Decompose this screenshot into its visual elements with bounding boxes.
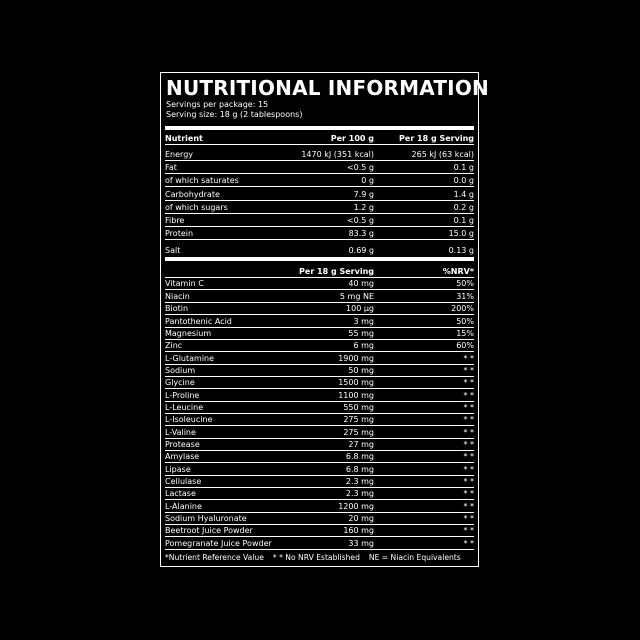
micronutrient-table-header (165, 261, 474, 278)
table-row (165, 290, 474, 302)
table-row (165, 278, 474, 290)
nrv-value: 15% (456, 328, 474, 338)
per-serving-amount: 550 mg (343, 402, 374, 412)
table-row (165, 451, 474, 463)
table-row (165, 315, 474, 327)
per-serving-amount: 2.3 mg (345, 489, 374, 499)
ingredient-name: Protease (165, 439, 200, 449)
table-row (165, 227, 474, 240)
nrv-value: * * (463, 365, 474, 375)
ingredient-name: L-Alanine (165, 501, 202, 511)
per-serving-value: 0.1 g (453, 215, 474, 225)
table-row (165, 328, 474, 340)
servings-per-package: Servings per package: 15 (166, 100, 269, 109)
serving-size: Serving size: 18 g (2 tablespoons) (166, 110, 303, 119)
table-row (165, 500, 474, 512)
per-serving-value: 0.2 g (453, 202, 474, 212)
per-serving-amount: 2.3 mg (345, 476, 374, 486)
nrv-value: * * (463, 378, 474, 388)
micronutrient-table (165, 261, 474, 550)
table-row (165, 187, 474, 200)
nrv-value: * * (463, 514, 474, 523)
table-row (165, 389, 474, 401)
per-serving-amount: 33 mg (348, 538, 374, 548)
per-100g-value: 0 g (361, 176, 374, 186)
nrv-value: * * (463, 439, 474, 449)
table-row (165, 161, 474, 174)
nutrient-table (165, 130, 474, 256)
panel-title: NUTRITIONAL INFORMATION (166, 76, 489, 100)
per-serving-value: 0.0 g (453, 176, 474, 186)
table-row (165, 402, 474, 414)
ingredient-name: Sodium Hyaluronate (165, 514, 247, 523)
header-per-serving: Per 18 g Serving (299, 267, 374, 277)
per-serving-amount: 1100 mg (338, 390, 374, 400)
table-row (165, 488, 474, 500)
table-row (165, 439, 474, 451)
per-serving-value: 0.13 g (448, 246, 474, 256)
table-row (165, 201, 474, 214)
table-row (165, 303, 474, 315)
ingredient-name: Amylase (165, 452, 200, 462)
table-row (165, 240, 474, 256)
nrv-value: * * (463, 390, 474, 400)
per-100g-value: 83.3 g (348, 229, 374, 239)
header-nutrient: Nutrient (165, 134, 203, 143)
table-row (165, 365, 474, 377)
nrv-value: * * (463, 489, 474, 499)
footer-no-nrv-note: * * No NRV Established (272, 552, 360, 562)
ingredient-name: Cellulase (165, 476, 202, 486)
per-serving-value: 1.4 g (453, 189, 474, 199)
nutrient-name: Carbohydrate (165, 189, 220, 199)
per-100g-value: 1.2 g (353, 202, 374, 212)
per-serving-amount: 6.8 mg (345, 452, 374, 462)
per-serving-value: 15.0 g (448, 229, 474, 239)
nrv-value: 50% (456, 279, 474, 289)
ingredient-name: Sodium (165, 365, 196, 375)
nrv-value: * * (463, 415, 474, 425)
nutrient-name: Protein (165, 229, 194, 239)
ingredient-name: L-Proline (165, 390, 200, 400)
nrv-value: * * (463, 526, 474, 536)
ingredient-name: L-Isoleucine (165, 415, 213, 425)
per-serving-amount: 3 mg (353, 316, 374, 326)
nutrition-panel (160, 72, 489, 567)
per-serving-amount: 50 mg (348, 365, 374, 375)
nutrient-name: of which saturates (165, 176, 239, 186)
header-nrv: %NRV* (442, 267, 474, 277)
per-serving-amount: 1500 mg (338, 378, 374, 388)
nutrient-table-header (165, 130, 474, 145)
nrv-value: * * (463, 452, 474, 462)
table-row (165, 537, 474, 549)
footer-notes (165, 553, 474, 562)
ingredient-name: Niacin (165, 291, 190, 301)
per-serving-amount: 1200 mg (338, 501, 374, 511)
footer-ne-note: NE = Niacin Equivalents (368, 552, 461, 562)
table-row (165, 352, 474, 364)
table-row (165, 426, 474, 438)
table-row (165, 513, 474, 525)
per-serving-amount: 40 mg (348, 279, 374, 289)
nutrient-name: Fat (165, 163, 177, 173)
table-row (165, 174, 474, 187)
table-row (165, 414, 474, 426)
per-100g-value: <0.5 g (346, 215, 374, 225)
ingredient-name: L-Valine (165, 427, 196, 437)
ingredient-name: L-Glutamine (165, 353, 215, 363)
nutrient-name: of which sugars (165, 202, 228, 212)
nrv-value: 200% (451, 304, 474, 314)
footer-nrv-note: *Nutrient Reference Value (165, 552, 264, 562)
nrv-value: * * (463, 538, 474, 548)
ingredient-name: Lipase (165, 464, 191, 474)
table-row (165, 214, 474, 227)
per-100g-value: 7.9 g (353, 189, 374, 199)
table-row (165, 525, 474, 537)
table-row (165, 377, 474, 389)
per-serving-amount: 20 mg (348, 514, 374, 523)
per-serving-value: 265 kJ (63 kcal) (411, 150, 474, 159)
nrv-value: * * (463, 353, 474, 363)
nutrient-name: Fibre (165, 215, 185, 225)
per-100g-value: 0.69 g (348, 246, 374, 256)
per-serving-amount: 55 mg (348, 328, 374, 338)
ingredient-name: Pantothenic Acid (165, 316, 232, 326)
ingredient-name: Beetroot Juice Powder (165, 526, 253, 536)
table-row (165, 145, 474, 161)
nrv-value: * * (463, 464, 474, 474)
per-serving-amount: 275 mg (343, 415, 374, 425)
table-row (165, 476, 474, 488)
nrv-value: * * (463, 476, 474, 486)
per-serving-amount: 160 mg (343, 526, 374, 536)
per-serving-amount: 100 µg (346, 304, 374, 314)
ingredient-name: Zinc (165, 341, 183, 351)
per-serving-amount: 6 mg (353, 341, 374, 351)
ingredient-name: Vitamin C (165, 279, 204, 289)
nrv-value: 50% (456, 316, 474, 326)
nutrient-name: Salt (165, 246, 181, 256)
per-100g-value: 1470 kJ (351 kcal) (301, 150, 374, 159)
ingredient-name: Magnesium (165, 328, 212, 338)
per-serving-amount: 27 mg (348, 439, 374, 449)
ingredient-name: Biotin (165, 304, 189, 314)
per-serving-value: 0.1 g (453, 163, 474, 173)
ingredient-name: Pomegranate Juice Powder (165, 538, 272, 548)
nrv-value: 31% (456, 291, 474, 301)
per-serving-amount: 275 mg (343, 427, 374, 437)
per-serving-amount: 6.8 mg (345, 464, 374, 474)
header-per-serving: Per 18 g Serving (399, 134, 474, 143)
nrv-value: 60% (456, 341, 474, 351)
ingredient-name: Lactase (165, 489, 196, 499)
table-row (165, 340, 474, 352)
per-100g-value: <0.5 g (346, 163, 374, 173)
ingredient-name: Glycine (165, 378, 195, 388)
per-serving-amount: 5 mg NE (339, 291, 374, 301)
nrv-value: * * (463, 427, 474, 437)
nutrient-name: Energy (165, 150, 194, 159)
nrv-value: * * (463, 402, 474, 412)
table-row (165, 463, 474, 475)
ingredient-name: L-Leucine (165, 402, 204, 412)
header-per-100g: Per 100 g (330, 134, 374, 143)
per-serving-amount: 1900 mg (338, 353, 374, 363)
nrv-value: * * (463, 501, 474, 511)
